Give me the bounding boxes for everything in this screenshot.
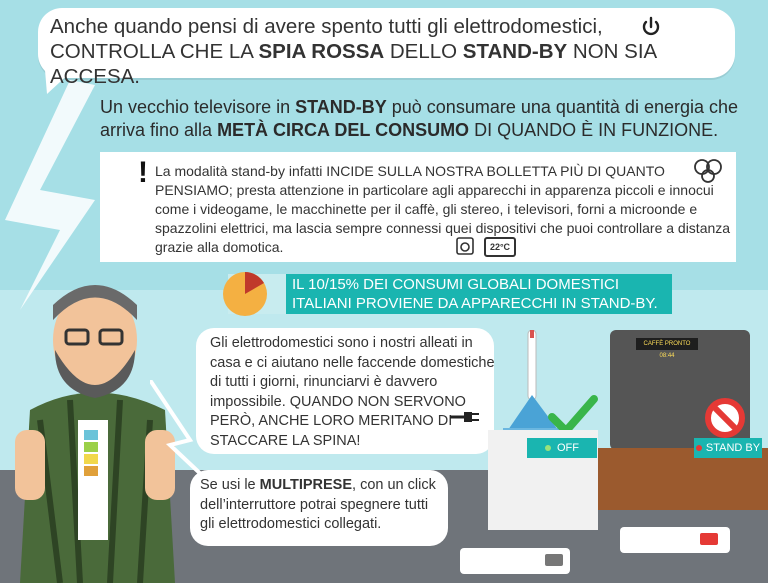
stat-banner-text: IL 10/15% DEI CONSUMI GLOBALI DOMESTICI ITALIANI PROVIENE DA APPARECCHI IN STAND-BY. (292, 276, 658, 312)
note-text: La modalità stand-by infatti INCIDE SULLA NOSTRA BOLLETTA PIÙ DI QUANTO PENSIAMO; presta attenzione in particolare agli apparecchi in apparenza piccoli e innocui come i videogame, le macchinette per il caffè, gli stereo, i televisori, forni a microonde e spazzolini elettrici, ma lascia sempre connessi quei dispositivi che puoi controllare a distanza grazie alla domotica. (155, 163, 731, 255)
middle-bubble-text: Gli elettrodomestici sono i nostri alleati in casa e ci aiutano nelle faccende domestiche di tutti i giorni, rinunciarvi è davvero impossibile. QUANDO NON SERVONO PERÒ, ANCHE LORO MERITANO DI STACCARE LA SPINA! (210, 335, 495, 449)
no-sign-icon (703, 396, 747, 440)
coins-icon (692, 157, 724, 183)
thermostat-icon: 22°C (484, 237, 516, 257)
lower-bubble-text: Se usi le MULTIPRESE, con un click dell’interruttore potrai spegnere tutti gli elettrodomestici collegati. (200, 477, 436, 532)
washing-machine-icon (456, 237, 474, 255)
plug-icon (450, 410, 480, 424)
strip-switch-right[interactable] (700, 533, 718, 545)
checkmark-icon (548, 395, 598, 435)
standby-tag: STAND BY (694, 438, 762, 458)
exclamation-icon: ! (138, 156, 148, 189)
pie-chart-icon (222, 271, 268, 317)
off-tag: OFF (527, 438, 597, 458)
top-bubble-text: Anche quando pensi di avere spento tutti gli elettrodomestici, CONTROLLA CHE LA SPIA ROSSA DELLO STAND-BY NON SIA ACCESA. (50, 15, 657, 88)
subtitle-text: Un vecchio televisore in STAND-BY può consumare una quantità di energia che arriva fino alla METÀ CIRCA DEL CONSUMO DI QUANDO È IN FUNZIONE. (100, 97, 739, 140)
coffee-display: CAFFÈ PRONTO 08:44 (636, 338, 698, 350)
power-icon (640, 16, 662, 38)
strip-switch-left[interactable] (545, 554, 563, 566)
